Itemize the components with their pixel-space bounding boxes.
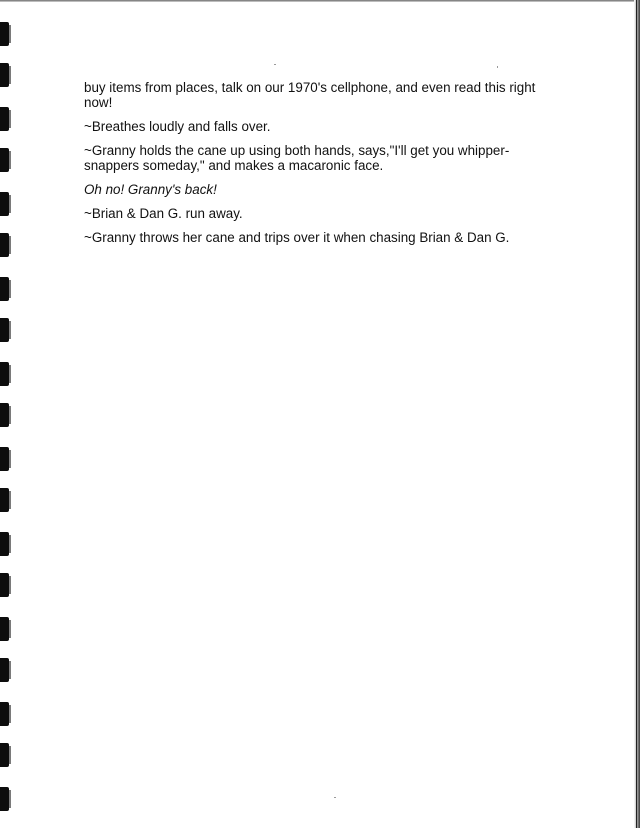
document-body	[84, 80, 554, 254]
binding-hole	[0, 403, 9, 427]
scan-top-edge	[0, 0, 640, 2]
binding-hole	[0, 532, 9, 556]
paragraph-2: ~Breathes loudly and falls over.	[84, 119, 271, 134]
binding-hole	[0, 233, 9, 257]
binding-hole	[0, 277, 9, 301]
scan-speck	[274, 64, 276, 65]
binding-hole	[0, 658, 9, 682]
binding-hole	[0, 743, 9, 767]
binding-hole	[0, 192, 9, 216]
scan-speck	[497, 66, 498, 68]
binding-hole	[0, 362, 9, 386]
binding-hole	[0, 148, 9, 172]
scan-right-edge-line	[636, 0, 637, 828]
binding-hole	[0, 447, 9, 471]
binding-hole	[0, 63, 9, 87]
binding-hole	[0, 787, 9, 811]
binding-hole	[0, 702, 9, 726]
paragraph-6: ~Granny throws her cane and trips over it when chasing Brian & Dan G.	[84, 230, 510, 245]
scan-right-edge	[634, 0, 640, 828]
binding-hole	[0, 318, 9, 342]
binding-hole	[0, 22, 9, 46]
binding-hole	[0, 617, 9, 641]
scan-speck	[334, 797, 336, 798]
paragraph-4: Oh no! Granny's back!	[84, 182, 217, 197]
binding-hole	[0, 573, 9, 597]
binding-hole	[0, 488, 9, 512]
binding-hole	[0, 107, 9, 131]
paragraph-1: buy items from places, talk on our 1970's cellphone, and even read this right now!	[84, 80, 536, 110]
binding-holes	[0, 0, 14, 828]
paragraph-3: ~Granny holds the cane up using both hands, says,"I'll get you whipper-snappers someday," and makes a macaronic face.	[84, 143, 510, 173]
paragraph-5: ~Brian & Dan G. run away.	[84, 206, 243, 221]
